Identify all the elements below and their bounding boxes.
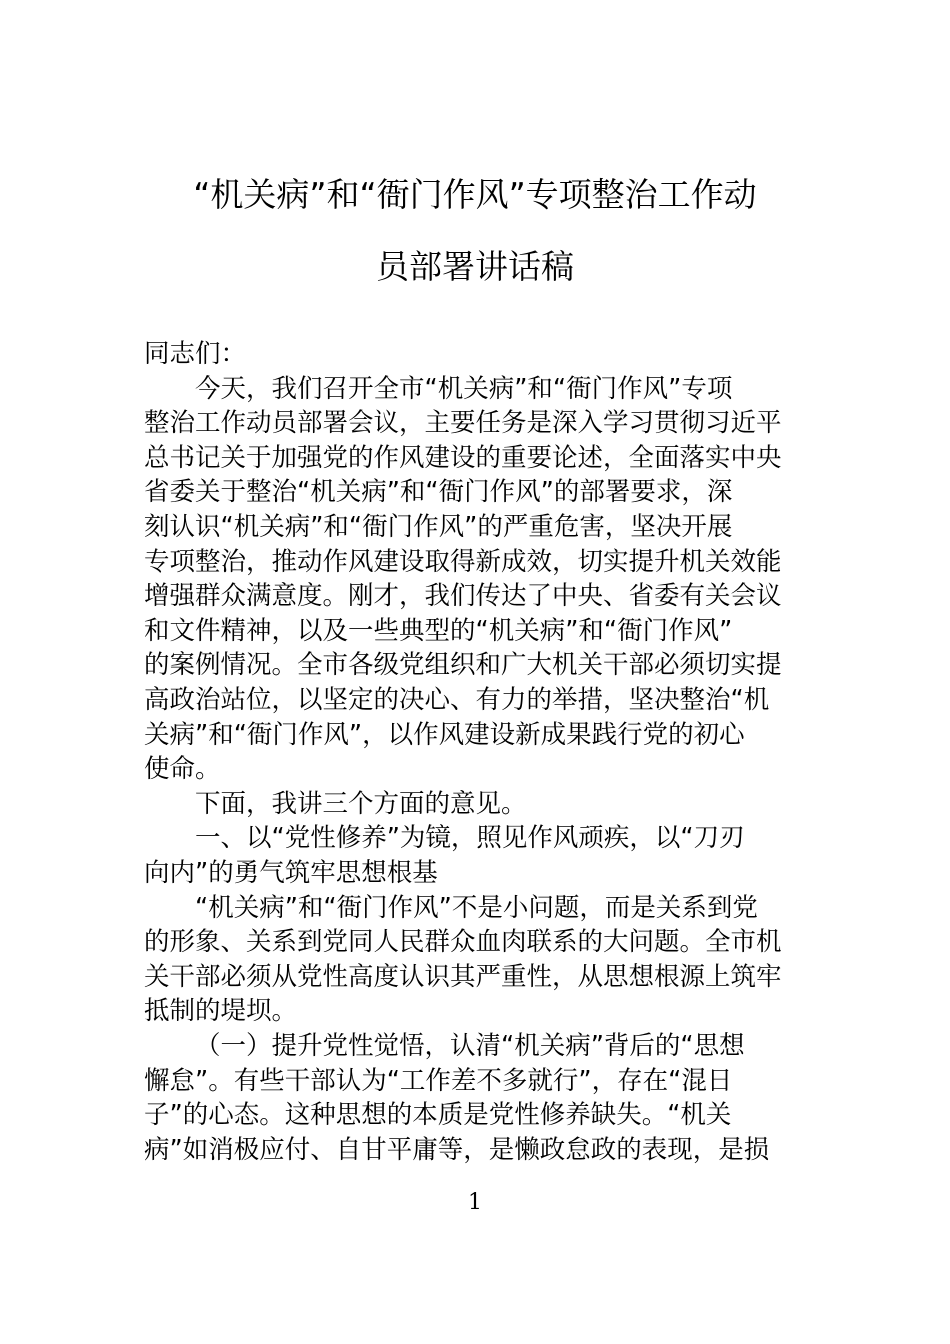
section-heading-line: 向内”的勇气筑牢思想根基 [144,858,438,888]
page-number: 1 [468,1190,482,1215]
paragraph-line: 的形象、关系到党同人民群众血肉联系的大问题。全市机 [144,927,782,958]
paragraph-line: 的案例情况。全市各级党组织和广大机关干部必须切实提 [144,650,782,681]
paragraph-line: 懈怠”。有些干部认为“工作差不多就行”，存在“混日 [144,1065,733,1096]
paragraph-line: 关病”和“衙门作风”，以作风建设新成果践行党的初心 [144,719,745,750]
paragraph-line: 专项整治，推动作风建设取得新成效，切实提升机关效能 [144,546,782,577]
section-heading-line: 一、以“党性修养”为镜，照见作风顽疾，以“刀刃 [195,823,745,854]
salutation: 同志们： [144,339,247,369]
paragraph-line: 增强群众满意度。刚才，我们传达了中央、省委有关会议 [144,581,782,612]
paragraph-line: 总书记关于加强党的作风建设的重要论述，全面落实中央 [144,442,782,473]
paragraph-line: “机关病”和“衙门作风”不是小问题，而是关系到党 [195,892,758,923]
paragraph-line: 抵制的堤坝。 [144,996,298,1027]
paragraph-line: 下面，我讲三个方面的意见。 [195,788,527,819]
paragraph-line: （一）提升党性觉悟，认清“机关病”背后的“思想 [195,1031,745,1061]
document-title-line-2: 员部署讲话稿 [376,247,574,286]
paragraph-line: 整治工作动员部署会议，主要任务是深入学习贯彻习近平 [144,408,782,439]
paragraph-line: 使命。 [144,754,221,785]
paragraph-line: 子”的心态。这种思想的本质是党性修养缺失。“机关 [144,1100,732,1131]
paragraph-line: 病”如消极应付、自甘平庸等，是懒政怠政的表现，是损 [144,1134,770,1165]
paragraph-line: 今天，我们召开全市“机关病”和“衙门作风”专项 [195,373,733,404]
paragraph-line: 高政治站位，以坚定的决心、有力的举措，坚决整治“机 [144,685,770,715]
paragraph-line: 刻认识“机关病”和“衙门作风”的严重危害，坚决开展 [144,512,733,542]
document-title-line-1: “机关病”和“衙门作风”专项整治工作动 [193,175,757,214]
paragraph-line: 省委关于整治“机关病”和“衙门作风”的部署要求，深 [144,477,733,508]
paragraph-line: 和文件精神，以及一些典型的“机关病”和“衙门作风” [144,615,733,646]
paragraph-line: 关干部必须从党性高度认识其严重性，从思想根源上筑牢 [144,961,782,992]
